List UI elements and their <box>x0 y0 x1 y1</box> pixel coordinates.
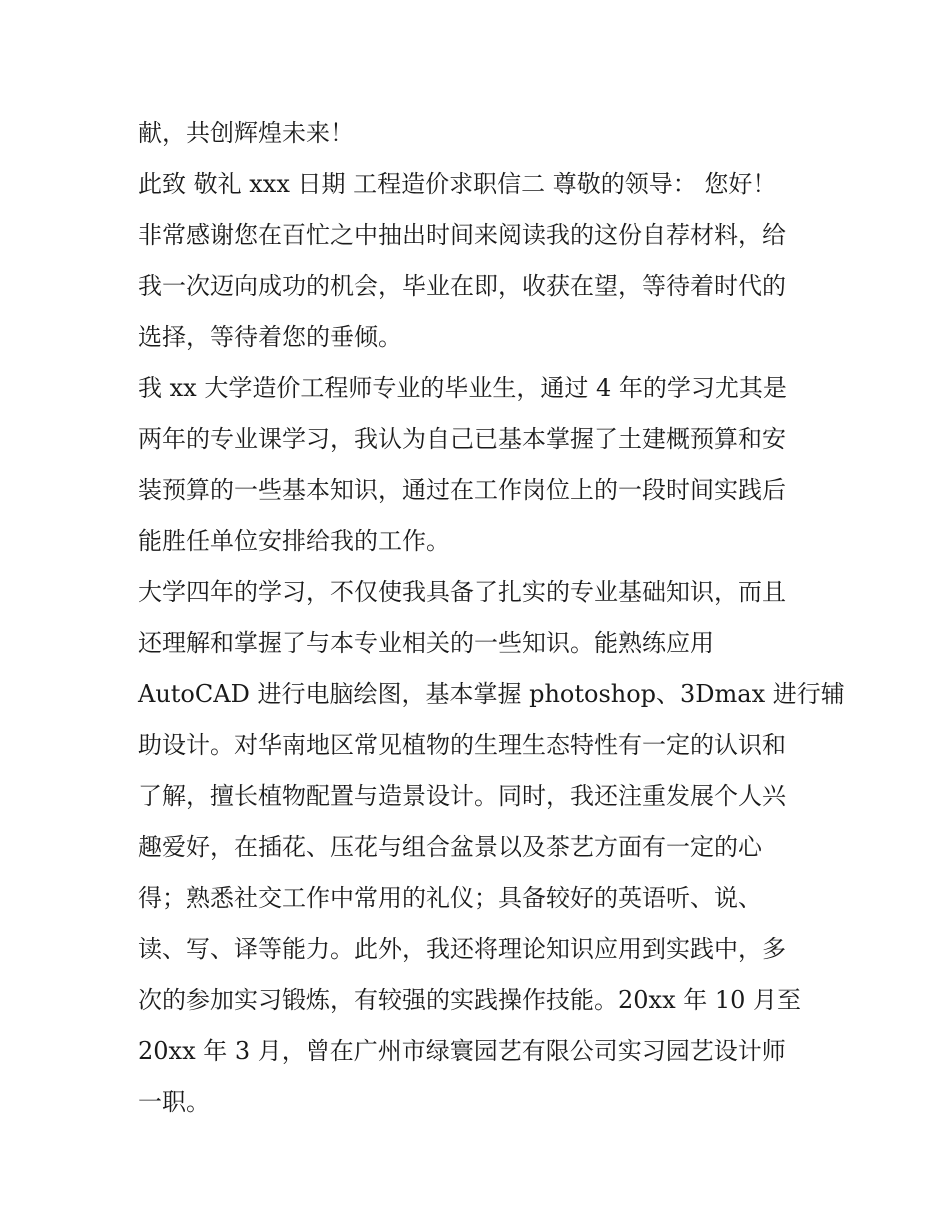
text-line-20: 一职。 <box>138 1088 210 1116</box>
text-line-14: 了解，擅长植物配置与造景设计。同时，我还注重发展个人兴 <box>138 782 786 810</box>
text-line-17: 读、写、译等能力。此外，我还将理论知识应用到实践中，多 <box>138 935 786 963</box>
text-line-16: 得；熟悉社交工作中常用的礼仪；具备较好的英语听、说、 <box>138 884 762 912</box>
text-line-7: 两年的专业课学习，我认为自己已基本掌握了土建概预算和安 <box>138 425 786 453</box>
text-line-5: 选择，等待着您的垂倾。 <box>138 323 402 351</box>
text-line-3: 非常感谢您在百忙之中抽出时间来阅读我的这份自荐材料，给 <box>138 221 786 249</box>
text-line-9: 能胜任单位安排给我的工作。 <box>138 527 450 555</box>
text-line-18: 次的参加实习锻炼，有较强的实践操作技能。20xx 年 10 月至 <box>138 986 802 1014</box>
text-line-4: 我一次迈向成功的机会，毕业在即，收获在望，等待着时代的 <box>138 272 786 300</box>
text-line-10: 大学四年的学习，不仅使我具备了扎实的专业基础知识，而且 <box>138 578 786 606</box>
text-line-8: 装预算的一些基本知识，通过在工作岗位上的一段时间实践后 <box>138 476 786 504</box>
text-line-2: 此致 敬礼 xxx 日期 工程造价求职信二 尊敬的领导： 您好！ <box>138 170 777 198</box>
text-line-15: 趣爱好，在插花、压花与组合盆景以及茶艺方面有一定的心 <box>138 833 762 861</box>
text-line-19: 20xx 年 3 月，曾在广州市绿寰园艺有限公司实习园艺设计师 <box>138 1037 786 1065</box>
document-body <box>138 108 845 1128</box>
text-line-11: 还理解和掌握了与本专业相关的一些知识。能熟练应用 <box>138 629 714 657</box>
text-line-1: 献，共创辉煌未来！ <box>138 119 354 147</box>
text-line-6: 我 xx 大学造价工程师专业的毕业生，通过 4 年的学习尤其是 <box>138 374 787 402</box>
text-line-12: AutoCAD 进行电脑绘图，基本掌握 photoshop、3Dmax 进行辅 <box>138 680 845 708</box>
text-line-13: 助设计。对华南地区常见植物的生理生态特性有一定的认识和 <box>138 731 786 759</box>
